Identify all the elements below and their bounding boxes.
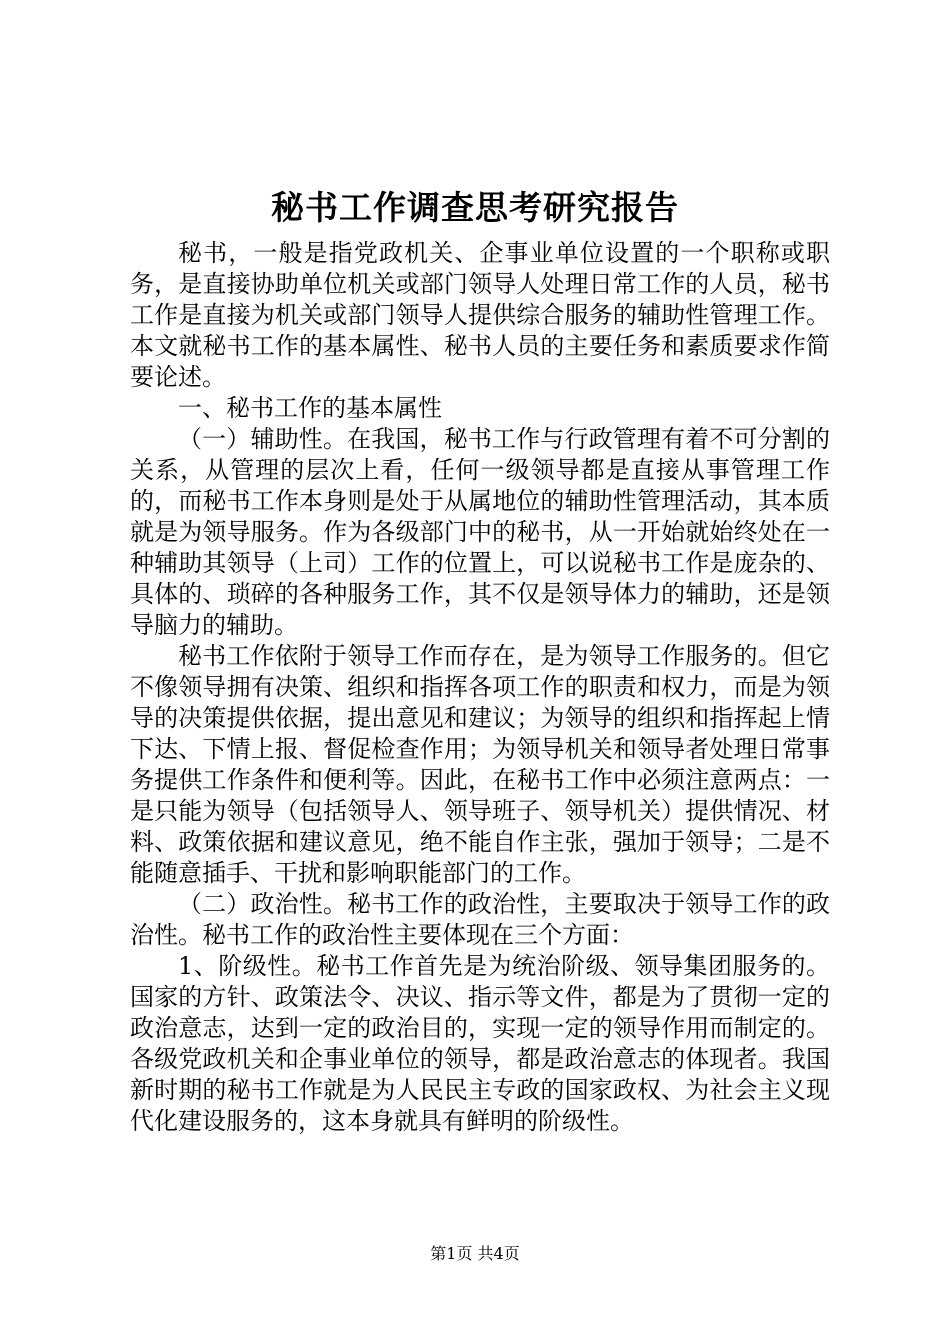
page-footer: 第1页 共4页 xyxy=(430,1244,520,1263)
document-body xyxy=(130,238,830,1137)
paragraph-auxiliary: （一）辅助性。在我国，秘书工作与行政管理有着不可分割的关系，从管理的层次上看，任何一级领导都是直接从事管理工作的，而秘书工作本身则是处于从属地位的辅助性管理活动，其本质就是为领导服务。作为各级部门中的秘书，从一开始就始终处在一种辅助其领导（上司）工作的位置上，可以说秘书工作是庞杂的、具体的、琐碎的各种服务工作，其不仅是领导体力的辅助，还是领导脑力的辅助。 xyxy=(130,425,830,639)
paragraph-dependence: 秘书工作依附于领导工作而存在，是为领导工作服务的。但它不像领导拥有决策、组织和指挥各项工作的职责和权力，而是为领导的决策提供依据，提出意见和建议；为领导的组织和指挥起上情下达、下情上报、督促检查作用；为领导机关和领导者处理日常事务提供工作条件和便利等。因此，在秘书工作中必须注意两点：一是只能为领导（包括领导人、领导班子、领导机关）提供情况、材料、政策依据和建议意见，绝不能自作主张，强加于领导；二是不能随意插手、干扰和影响职能部门的工作。 xyxy=(130,642,830,887)
paragraph-political: （二）政治性。秘书工作的政治性，主要取决于领导工作的政治性。秘书工作的政治性主要体现在三个方面： xyxy=(130,890,830,949)
section-heading-basic-attributes: 一、秘书工作的基本属性 xyxy=(178,394,442,422)
paragraph-class-nature: 1、阶级性。秘书工作首先是为统治阶级、领导集团服务的。国家的方针、政策法令、决议、指示等文件，都是为了贯彻一定的政治意志，达到一定的政治目的，实现一定的领导作用而制定的。各级党政机关和企事业单位的领导，都是政治意志的体现者。我国新时期的秘书工作就是为人民民主专政的国家政权、为社会主义现代化建设服务的，这本身就具有鲜明的阶级性。 xyxy=(130,952,830,1135)
document-title: 秘书工作调查思考研究报告 xyxy=(271,188,679,227)
paragraph-intro: 秘书，一般是指党政机关、企事业单位设置的一个职称或职务，是直接协助单位机关或部门领导人处理日常工作的人员，秘书工作是直接为机关或部门领导人提供综合服务的辅助性管理工作。本文就秘书工作的基本属性、秘书人员的主要任务和素质要求作简要论述。 xyxy=(130,239,830,391)
